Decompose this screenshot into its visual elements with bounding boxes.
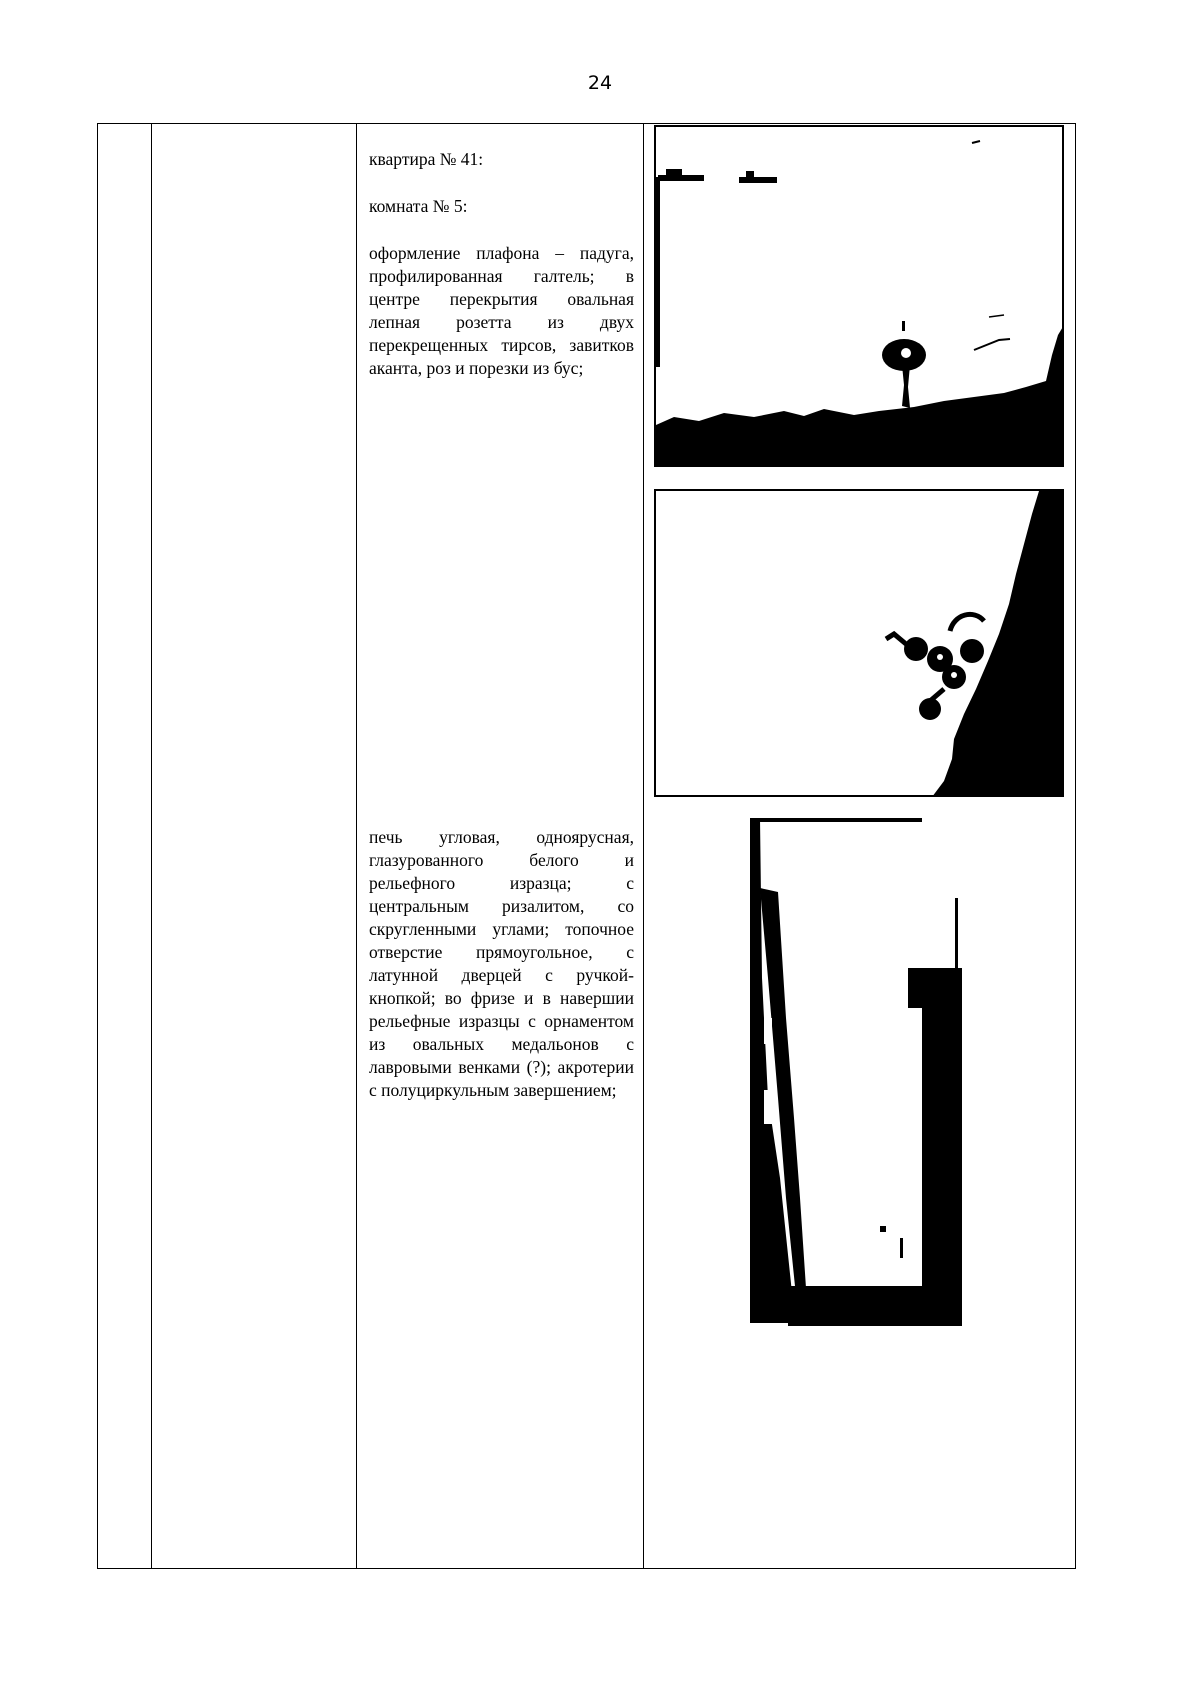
rosette-detail-photo	[654, 489, 1066, 797]
column-divider	[356, 124, 357, 1568]
column-divider	[151, 124, 152, 1568]
description-cell-ceiling	[369, 148, 634, 380]
ceiling-rosette-photo	[654, 125, 1066, 467]
page-number: 24	[587, 72, 613, 94]
column-divider	[643, 124, 644, 1568]
stove-description: печь угловая, одноярусная, глазурованного белого и рельефного изразца; с центральным ризалитом, со скругленными углами; топочное отверстие прямоугольное, с латунной дверцей с ручкой-кнопкой; во фризе и в навершии рельефные изразцы с орнаментом из овальных медальонов с лавровыми венками (?); акротерии с полуциркульным завершением;	[369, 827, 634, 1100]
apartment-label: квартира № 41:	[369, 149, 484, 169]
description-cell-stove	[369, 826, 634, 1102]
ceiling-description: оформление плафона – падуга, профилированная галтель; в центре перекрытия овальная лепная розетта из двух перекрещенных тирсов, завитков аканта, роз и порезки из бус;	[369, 243, 634, 378]
room-label: комната № 5:	[369, 196, 468, 216]
corner-stove-photo	[750, 818, 965, 1328]
